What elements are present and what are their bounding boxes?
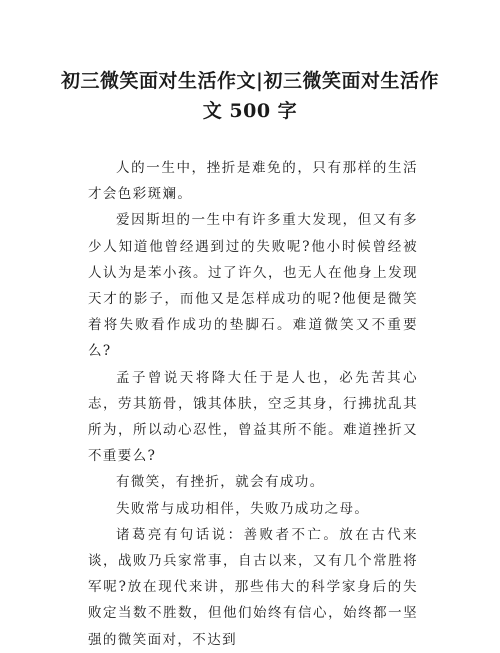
paragraph: 人的一生中，挫折是难免的，只有那样的生活才会色彩斑斓。	[88, 160, 418, 203]
paragraph: 爱因斯坦的一生中有许多重大发现，但又有多少人知道他曾经遇到过的失败呢?他小时候曾经被人认为是苯小孩。过了许久，也无人在他身上发现天才的影子，而他又是怎样成功的呢?他便是微笑着将失败看作成功的垫脚石。难道微笑又不重要么?	[88, 212, 418, 360]
paragraph: 有微笑，有挫折，就会有成功。	[116, 474, 325, 491]
document-body	[88, 155, 418, 653]
paragraph: 失败常与成功相伴，失败乃成功之母。	[116, 500, 370, 517]
paragraph: 诸葛亮有句话说：善败者不亡。放在古代来谈，战败乃兵家常事，自古以来，又有几个常胜将军呢?放在现代来讲，那些伟大的科学家身后的失败定当数不胜数，但他们始终有信心，始终都一坚强的微笑面对，不达到	[88, 526, 418, 648]
paragraph: 孟子曾说天将降大任于是人也，必先苦其心志，劳其筋骨，饿其体肤，空乏其身，行拂扰乱其所为，所以动心忍性，曾益其所不能。难道挫折又不重要么?	[88, 369, 418, 465]
document-title: 初三微笑面对生活作文|初三微笑面对生活作文 500 字	[61, 70, 439, 122]
